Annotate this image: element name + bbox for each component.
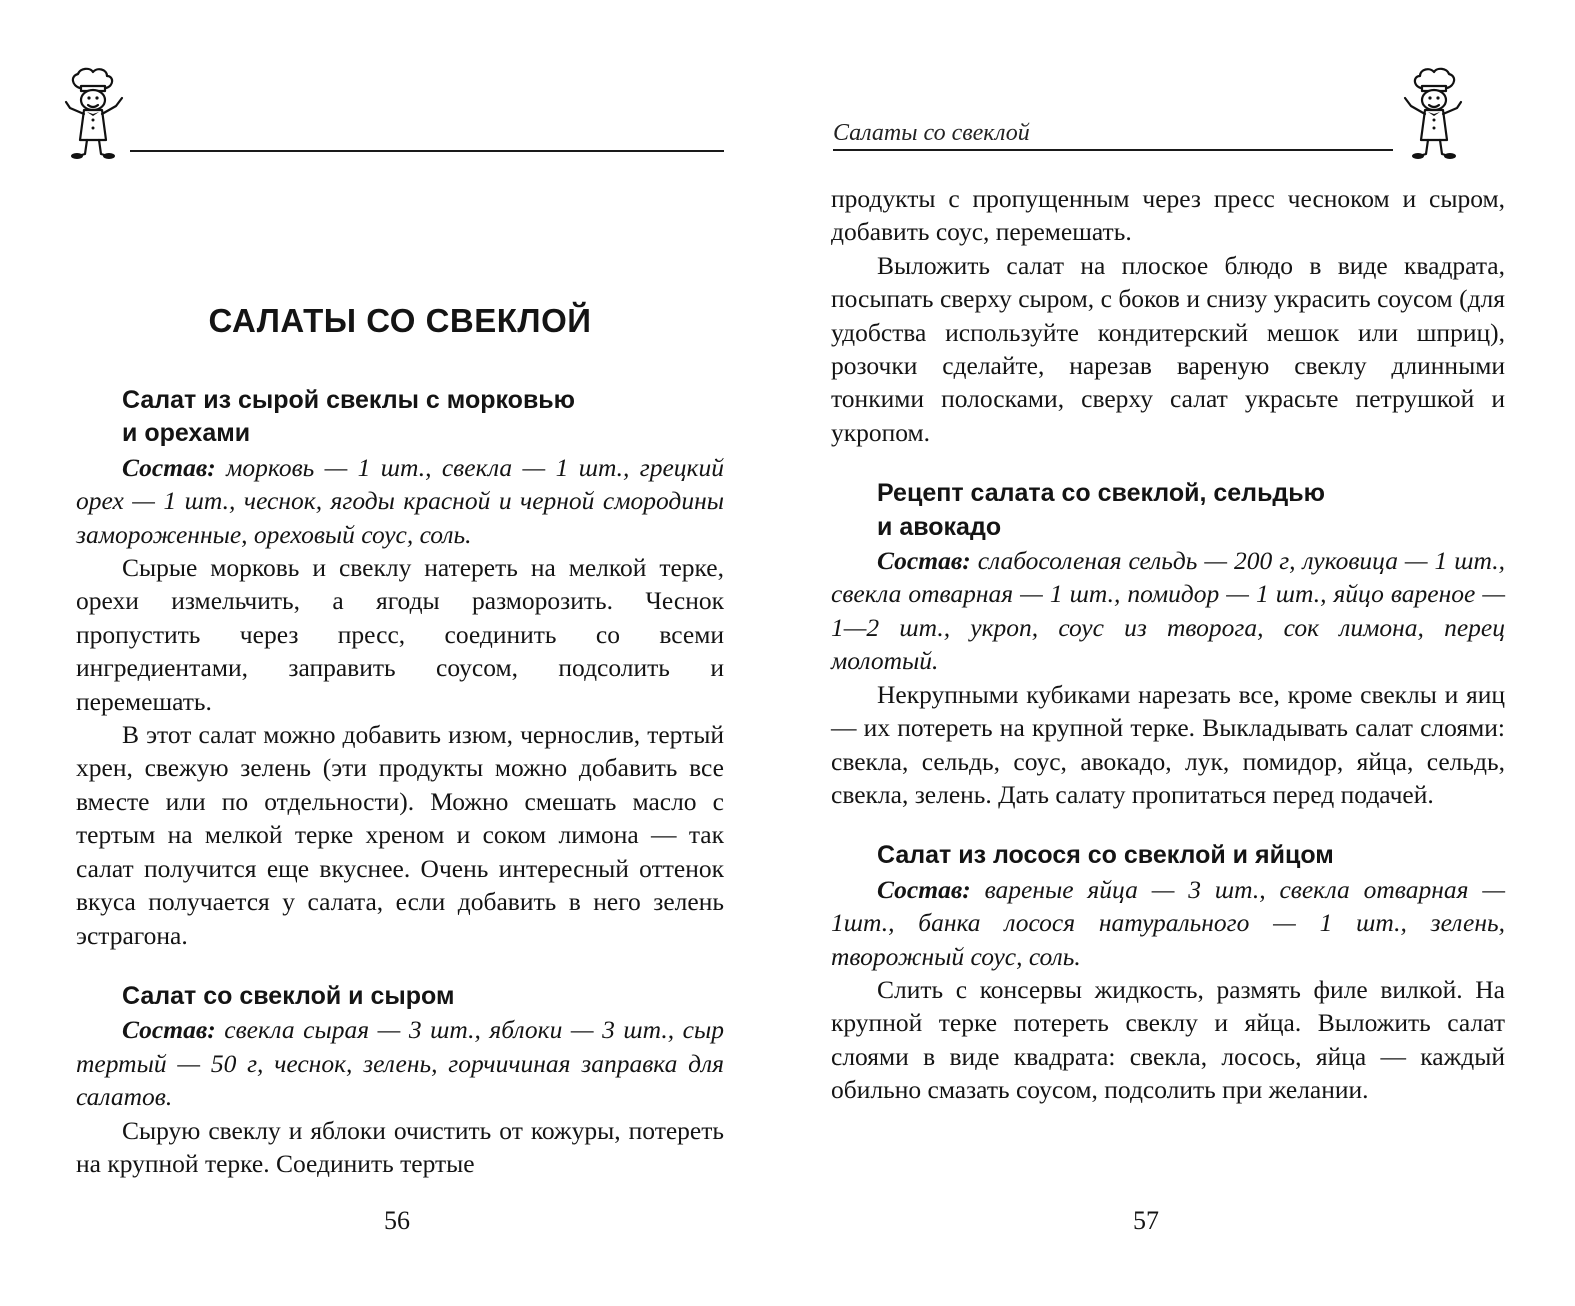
body-paragraph: В этот салат можно добавить изюм, чернослив, тертый хрен, свежую зелень (эти продукты можно добавить все вместе или по отдельности). Можно смешать масло с тертым на мелкой терке хреном и соком лимона — так салат получится еще вкуснее. Очень интересный оттенок вкуса получается у салата, если добавить в него зелень эстрагона. [76,720,724,950]
ingredients-paragraph [76,1013,724,1113]
ingredients-paragraph [831,544,1505,678]
chef-icon [58,66,128,162]
ingredients-text: морковь — 1 шт., свекла — 1 шт., грецкий орех — 1 шт., чеснок, ягоды красной и черной смородины замороженные, ореховый соус, соль. [76,452,724,549]
ingredients-label: Состав: [122,452,216,482]
page-number: 57 [1133,1206,1159,1235]
recipe-heading: Салат из лосося со свеклой и яйцом [877,841,1334,870]
chapter-title: САЛАТЫ СО СВЕКЛОЙ [208,302,592,339]
running-title: Салаты со свеклой [833,120,1030,146]
header-rule [130,150,724,152]
recipe-heading: Салат со свеклой и сыром [122,981,455,1010]
recipe-heading-line: Рецепт салата со свеклой, сельдью [877,479,1326,508]
body-paragraph: Сырую свеклу и яблоки очистить от кожуры, потереть на крупной терке. Соединить тертые [76,1115,724,1178]
left-text-column [76,384,724,1180]
ingredients-text: слабосоленая сельдь — 200 г, луковица — 1 шт., свекла отварная — 1 шт., помидор — 1 шт., яйцо вареное — 1—2 шт., укроп, соус из творога, сок лимона, перец молотый. [831,546,1505,676]
body-paragraph: Выложить салат на плоское блюдо в виде квадрата, посыпать сверху сыром, с боков и снизу украсить соусом (для удобства используйте кондитерский мешок или шприц), розочки сделайте, нарезав вареную свеклу длинными тонкими полосками, сверху салат украсьте петрушкой и укропом. [831,250,1505,447]
ingredients-label: Состав: [877,546,971,576]
ingredients-text: вареные яйца — 3 шт., свекла отварная — 1шт., банка лосося натурального — 1 шт., зелень, творожный соус, соль. [831,874,1505,971]
section-gap [831,449,1505,477]
section-gap [831,811,1505,839]
ingredients-text: свекла сырая — 3 шт., яблоки — 3 шт., сыр тертый — 50 г, чеснок, зелень, горчичиная заправка для салатов. [76,1015,724,1112]
page-number: 56 [384,1206,410,1235]
ingredients-paragraph [831,873,1505,973]
recipe-heading [76,384,724,451]
ingredients-label: Состав: [122,1015,216,1045]
header-rule [833,149,1393,151]
recipe-heading-line: и авокадо [877,512,1002,541]
body-paragraph: продукты с пропущенным через пресс чесноком и сыром, добавить соус, перемешать. [831,184,1505,247]
body-paragraph: Сырые морковь и свеклу натереть на мелкой терке, орехи измельчить, а ягоды разморозить. Чеснок пропустить через пресс, соединить со всеми ингредиентами, заправить соусом, подсолить и перемешать. [76,553,724,716]
left-page [0,0,787,1306]
body-paragraph: Некрупными кубиками нарезать все, кроме свеклы и яиц — их потереть на крупной терке. Выкладывать салат слоями: свекла, сельдь, соус, авокадо, лук, помидор, яйца, сельдь, свекла, зелень. Дать салату пропитаться перед подачей. [831,679,1505,809]
recipe-heading [831,477,1505,544]
recipe-heading-line: и орехами [122,419,251,448]
right-page [787,0,1575,1306]
right-text-column [831,182,1505,1107]
ingredients-label: Состав: [877,874,971,904]
section-gap [76,952,724,980]
body-paragraph: Слить с консервы жидкость, размять филе вилкой. На крупной терке потереть свеклу и яйца. Выложить салат слоями в виде квадрата: свекла, лосось, яйца — каждый обильно смазать соусом, подсолить при желании. [831,974,1505,1105]
chef-icon [1399,66,1469,162]
ingredients-paragraph [76,451,724,551]
recipe-heading-line: Салат из сырой свеклы с морковью [122,386,576,414]
